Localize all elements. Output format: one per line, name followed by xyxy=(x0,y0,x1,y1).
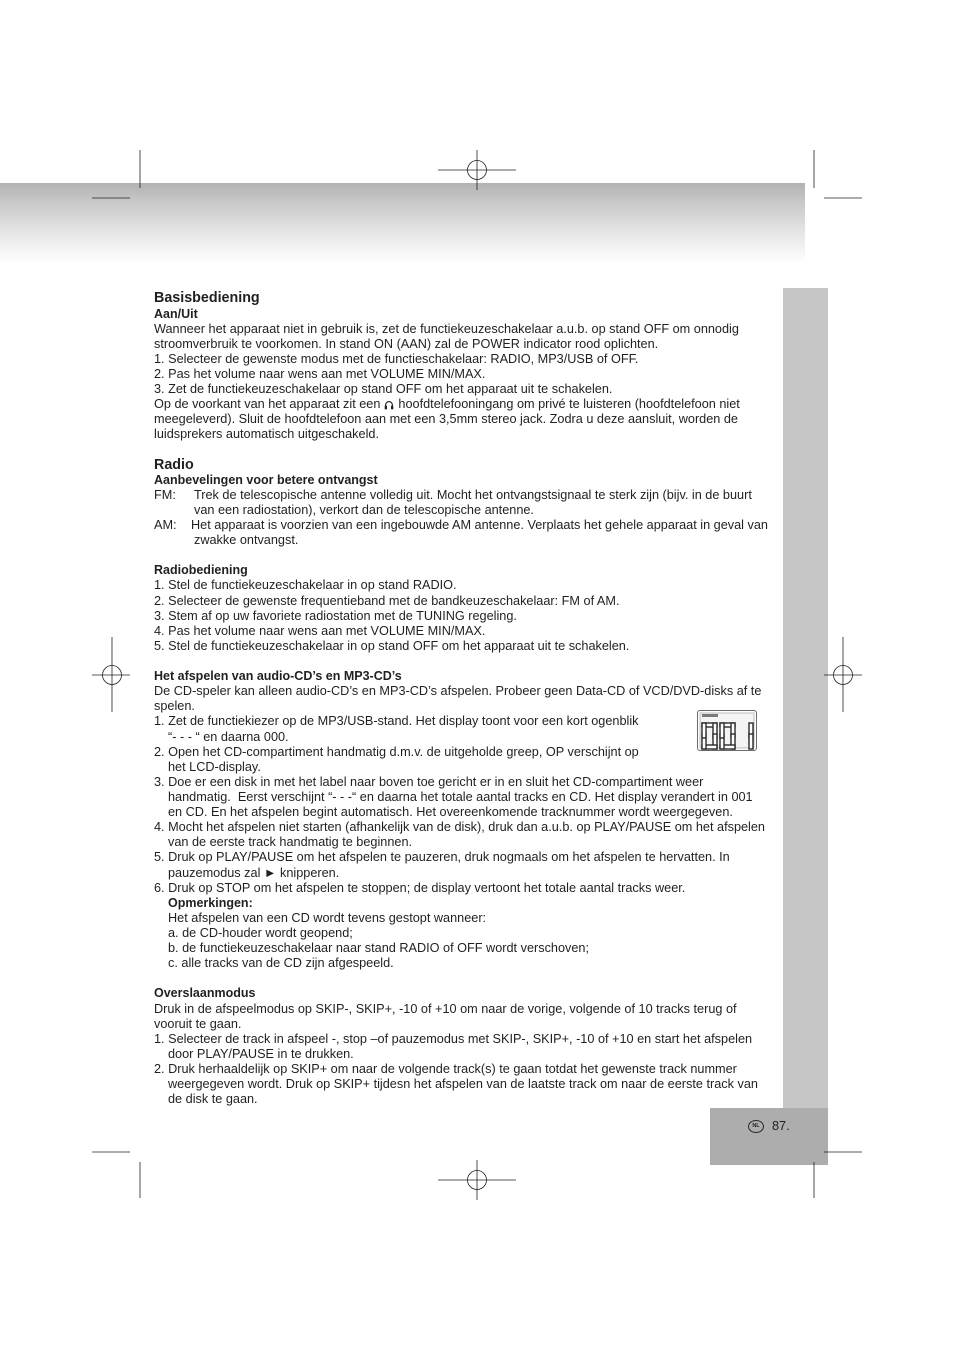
list-item-continuation: door PLAY/PAUSE in te drukken. xyxy=(168,1046,354,1061)
list-item-continuation: weergegeven wordt. Druk op SKIP+ tijdesn het afspelen van de laatste track om naar de eerste track van xyxy=(168,1077,758,1092)
list-item: 4. Mocht het afspelen niet starten (afhankelijk van de disk), druk dan a.u.b. op PLAY/PAUSE om het afspelen xyxy=(154,820,765,835)
section-title-radio: Radio xyxy=(154,456,194,473)
list-item-continuation: de disk te gaan. xyxy=(168,1092,258,1107)
subsection-title-radiobediening: Radiobediening xyxy=(154,563,248,578)
paragraph-line: De CD-speler kan alleen audio-CD’s en MP3-CD’s afspelen. Probeer geen Data-CD of VCD/DVD-disks af te xyxy=(154,684,762,699)
list-item: 3. Doe er een disk in met het label naar boven toe gericht er in en sluit het CD-compartiment weer xyxy=(154,774,704,789)
paragraph-line: Wanneer het apparaat niet in gebruik is, zet de functiekeuzeschakelaar a.u.b. op stand OFF om onnodig xyxy=(154,321,739,336)
list-item: 6. Druk op STOP om het afspelen te stoppen; de display vertoont het totale aantal tracks weer. xyxy=(154,880,686,895)
list-item: 1. Selecteer de gewenste modus met de functieschakelaar: RADIO, MP3/USB of OFF. xyxy=(154,351,639,366)
notes-line: a. de CD-houder wordt geopend; xyxy=(168,925,353,940)
registration-mark-left xyxy=(92,637,130,712)
registration-mark-bottom xyxy=(438,1160,516,1200)
page-number: 87. xyxy=(772,1119,790,1133)
list-item: 2. Pas het volume naar wens aan met VOLUME MIN/MAX. xyxy=(154,366,486,381)
definition-text: Trek de telescopische antenne volledig uit. Mocht het ontvangstsignaal te sterk zijn (bijv. in de buurt xyxy=(194,487,752,502)
list-item-continuation: pauzemodus zal ► knipperen. xyxy=(168,865,340,880)
notes-line: Het afspelen van een CD wordt tevens gestopt wanneer: xyxy=(168,910,487,925)
section-title-basisbediening: Basisbediening xyxy=(154,290,260,307)
notes-line: c. alle tracks van de CD zijn afgespeeld. xyxy=(168,956,394,971)
registration-mark-right xyxy=(824,637,862,712)
list-item-continuation: “- - - “ en daarna 000. xyxy=(168,729,289,744)
list-item: 3. Zet de functiekeuzeschakelaar op stand OFF om het apparaat uit te schakelen. xyxy=(154,382,613,397)
definition-text: zwakke ontvangst. xyxy=(194,533,299,548)
paragraph-line: vooruit te gaan. xyxy=(154,1016,242,1031)
subsection-title-reception: Aanbevelingen voor betere ontvangst xyxy=(154,472,378,487)
list-item: 1. Zet de functiekiezer op de MP3/USB-stand. Het display toont voor een kort ogenblik xyxy=(154,714,639,729)
paragraph-line: meegeleverd). Sluit de hoofdtelefoon aan met een 3,5mm stereo jack. Zodra u deze aansluit, worden de xyxy=(154,412,738,427)
list-item-continuation: handmatig. Eerst verschijnt “- - -“ en daarna het totale aantal tracks en CD. Het display verandert in 001 xyxy=(168,790,753,804)
list-item-continuation: het LCD-display. xyxy=(168,759,261,774)
text-before-icon: Op de voorkant van het apparaat zit een xyxy=(154,397,381,412)
list-item: 4. Pas het volume naar wens aan met VOLUME MIN/MAX. xyxy=(154,623,486,638)
definition-text: Het apparaat is voorzien van een ingebouwde AM antenne. Verplaats het gehele apparaat in geval van xyxy=(191,518,768,533)
list-item: 2. Druk herhaaldelijk op SKIP+ om naar de volgende track(s) te gaan totdat het gewenste track nummer xyxy=(154,1061,737,1076)
list-item: 2. Open het CD-compartiment handmatig d.m.v. de uitgeholde greep, OP verschijnt op xyxy=(154,744,639,759)
subsection-title-cd: Het afspelen van audio-CD’s en MP3-CD’s xyxy=(154,669,402,684)
subsection-title-aan-uit: Aan/Uit xyxy=(154,306,198,321)
paragraph-line: luidsprekers automatisch uitgeschakeld. xyxy=(154,427,379,442)
definition-text: van een radiostation), verkort dan de telescopische antenne. xyxy=(194,502,534,517)
language-badge: NL xyxy=(748,1120,764,1133)
subsection-title-overslaanmodus: Overslaanmodus xyxy=(154,986,256,1001)
definition-label-fm: FM: xyxy=(154,487,176,502)
text-after-icon: hoofdtelefooningang om privé te luisteren (hoofdtelefoon niet xyxy=(398,397,740,412)
paragraph-line: stroomverbruik te voorkomen. In stand ON (AAN) zal de POWER indicator rood oplichten. xyxy=(154,336,659,351)
list-item-continuation: en CD. En het afspelen begint automatisch. Het overeenkomende tracknummer wordt weergegeven. xyxy=(168,805,733,820)
list-item: 5. Stel de functiekeuzeschakelaar in op stand OFF om het apparaat uit te schakelen. xyxy=(154,638,630,653)
list-item: 3. Stem af op uw favoriete radiostation met de TUNING regeling. xyxy=(154,608,517,623)
list-item-continuation: van de eerste track handmatig te beginnen. xyxy=(168,835,413,850)
list-item: 1. Selecteer de track in afspeel -, stop –of pauzemodus met SKIP-, SKIP+, -10 of +10 en start het afspelen xyxy=(154,1031,753,1046)
paragraph-line: spelen. xyxy=(154,699,195,714)
registration-mark-top xyxy=(438,150,516,190)
list-item: 5. Druk op PLAY/PAUSE om het afspelen te pauzeren, druk nogmaals om het afspelen te hervatten. In xyxy=(154,850,730,865)
notes-line: b. de functiekeuzeschakelaar naar stand RADIO of OFF wordt verschoven; xyxy=(168,941,590,956)
paragraph-line: Druk in de afspeelmodus op SKIP-, SKIP+, -10 of +10 om naar de vorige, volgende of 10 tracks terug of xyxy=(154,1001,737,1016)
definition-label-am: AM: xyxy=(154,518,177,533)
notes-title: Opmerkingen: xyxy=(168,895,253,910)
list-item: 2. Selecteer de gewenste frequentieband met de bandkeuzeschakelaar: FM of AM. xyxy=(154,593,620,608)
list-item: 1. Stel de functiekeuzeschakelaar in op stand RADIO. xyxy=(154,578,457,593)
